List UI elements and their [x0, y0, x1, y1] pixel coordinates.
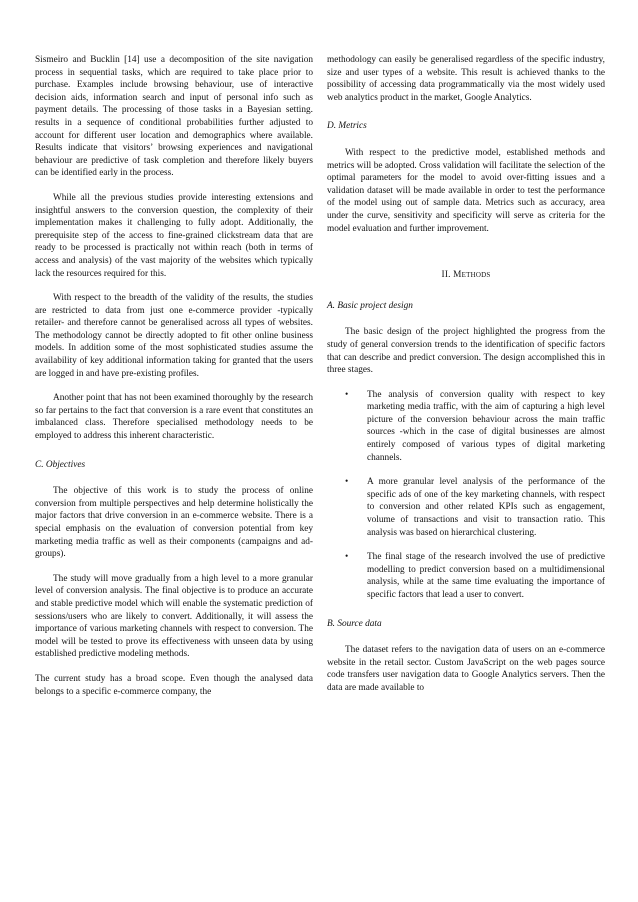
bullet-icon: • [345, 389, 349, 400]
section-title-methods: II. Methods [441, 270, 491, 281]
paragraph: The current study has a broad scope. Even though the analysed data belongs to a specific e-commerce company, the [35, 673, 313, 697]
paragraph: Sismeiro and Bucklin [14] use a decomposition of the site navigation process in sequential tasks, which are required to take place prior to purchase. Examples include browsing behaviour, use of interactive decision aids, information search and input of personal info such as payment details. The processing of those tasks in a Bayesian setting. results in a sequence of conditional probabilities further adjusted to account for different user location and demographics where available. Results indicate that visitors’ browsing experiences and navigational behaviour are predictive of task completion and therefore likely buyers can be identified early in the process. [35, 55, 313, 179]
bullet-item [327, 389, 605, 465]
left-column [35, 54, 313, 698]
paragraph: The dataset refers to the navigation data of users on an e-commerce website in the retail sector. Custom JavaScript on the web pages source code transfers user navigation data to Google Analytics servers. Then the data are made available to [327, 645, 605, 693]
paragraph: With respect to the predictive model, established methods and metrics will be adopted. Cross validation will facilitate the selection of the optimal parameters for the model to avoid over-fitting issues and a validation dataset will be made available in order to test the performance of the model using out of sample data. Metrics such as accuracy, area under the curve, sensitivity and specificity will serve as criteria for the model evaluation and further improvement. [327, 147, 605, 234]
section-heading-objectives: C. Objectives [35, 459, 86, 470]
paragraph: Another point that has not been examined thoroughly by the research so far pertains to the fact that conversion is a rare event that constitutes an imbalanced class. Therefore specialised methodology needs to be employed to address this inherent characteristic. [35, 393, 313, 442]
paragraph: methodology can easily be generalised regardless of the specific industry, size and user types of a website. This result is achieved thanks to the possibility of accessing data programmatically via the most widely used web analytics product in the market, Google Analytics. [327, 55, 605, 103]
paragraph: While all the previous studies provide interesting extensions and insightful answers to the conversion question, the complexity of their implementation makes it challenging to fully adopt. Additionally, the prerequisite step of the access to fine-grained clickstream data that are ready to be processed is practically not within reach (both in terms of access and analysis) of the vast majority of the websites which typically lack the resources required for this. [35, 192, 313, 279]
paragraph: The objective of this work is to study the process of online conversion from multiple perspectives and help determine holistically the major factors that drive conversion in an e-commerce website. There is a special emphasis on the evaluation of conversion potential from key marketing media traffic as well as their components (campaigns and ad-groups). [35, 486, 313, 560]
paragraph: The basic design of the project highlighted the progress from the study of general conversion trends to the identification of specific factors that can describe and predict conversion. The design accomplished this in three stages. [327, 327, 605, 376]
paragraph: The study will move gradually from a high level to a more granular level of conversion analysis. The final objective is to produce an accurate and stable predictive model which will enable the systematic prediction of sessions/users who are likely to convert. Additionally, it will assess the importance of various marketing channels with respect to conversion. The model will be tested to prove its effectiveness with unseen data by using established predictive modeling methods. [35, 573, 313, 660]
right-column [327, 54, 605, 695]
bullet-item [327, 476, 605, 539]
section-heading-metrics: D. Metrics [327, 121, 367, 132]
bullet-item [327, 551, 605, 601]
bullet-icon: • [345, 477, 349, 488]
bullet-text: A more granular level analysis of the performance of the specific ads of one of the key marketing channels, with respect to conversion and other related KPIs such as engagement, volume of transactions and visit to transaction ratio. This analysis was based on hierarchical clustering. [367, 477, 605, 538]
bullet-text: The analysis of conversion quality with respect to key marketing media traffic, with the aim of capturing a high level picture of the conversion behaviour across the main traffic sources -which in the case of digital businesses are almost entirely composed of various types of digital marketing channels. [367, 389, 605, 463]
section-heading-source-data: B. Source data [327, 618, 382, 629]
bullet-icon: • [345, 552, 349, 563]
paragraph: With respect to the breadth of the validity of the results, the studies are restricted to data from just one e-commerce provider -typically retailer- and therefore cannot be generalised across all types of websites. The methodology cannot be directly adopted to fit other online business models. In addition some of the most sophisticated studies assume the availability of key additional information taking for granted that the users are logged in and have pre-existing profiles. [35, 293, 313, 379]
bullet-text: The final stage of the research involved the use of predictive modelling to predict conversion based on a multidimensional analysis, while at the same time evaluating the importance of specific factors that lead a user to convert. [367, 552, 605, 600]
section-heading-basic-design: A. Basic project design [327, 300, 413, 311]
bullet-list [327, 389, 605, 602]
